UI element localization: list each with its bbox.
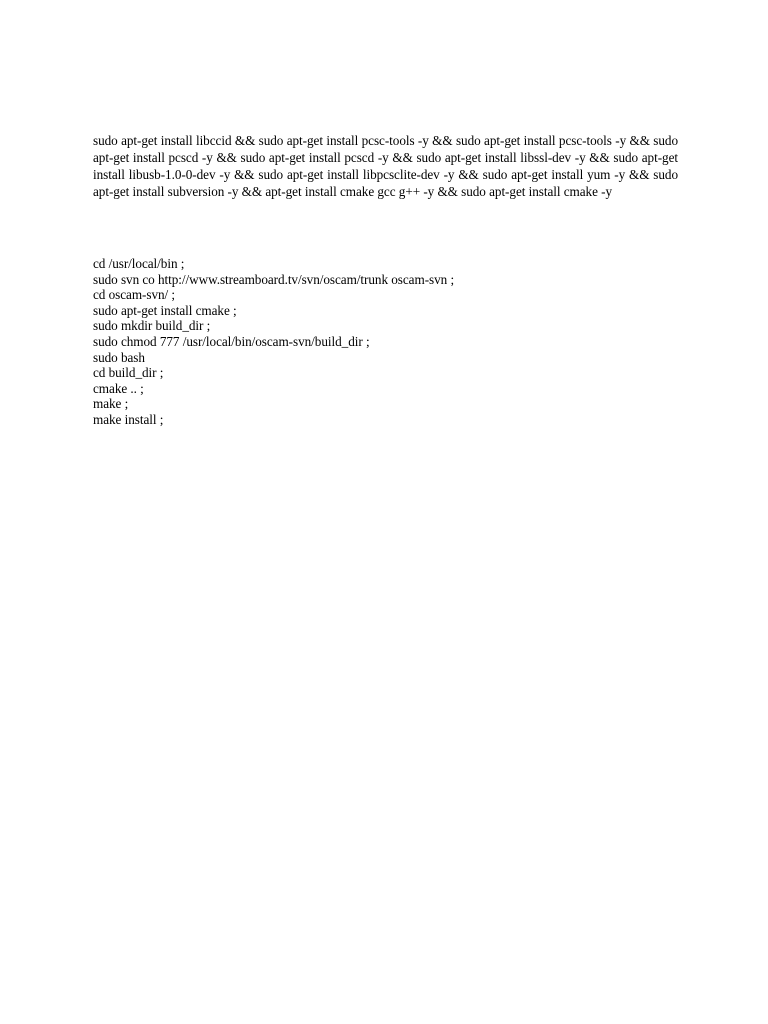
command-line: sudo svn co http://www.streamboard.tv/svn/oscam/trunk oscam-svn ; <box>93 271 455 287</box>
command-line: sudo apt-get install cmake ; <box>93 302 237 318</box>
command-line: cmake .. ; <box>93 380 144 396</box>
command-line: cd build_dir ; <box>93 365 164 381</box>
command-line: cd oscam-svn/ ; <box>93 287 176 303</box>
command-line: make install ; <box>93 411 164 427</box>
command-line: sudo bash <box>93 349 145 365</box>
command-line: sudo chmod 777 /usr/local/bin/oscam-svn/build_dir ; <box>93 333 370 349</box>
command-line: cd /usr/local/bin ; <box>93 256 185 271</box>
command-line: sudo mkdir build_dir ; <box>93 318 211 334</box>
command-line: make ; <box>93 396 129 412</box>
build-commands-block <box>93 256 678 428</box>
install-commands-paragraph: sudo apt-get install libccid && sudo apt-get install pcsc-tools -y && sudo apt-get install pcsc-tools -y && sudo apt-get install pcscd -y && sudo apt-get install pcscd -y && sudo apt-get install libssl-dev -y && sudo apt-get install libusb-1.0-0-dev -y && sudo apt-get install libpcsclite-dev -y && sudo apt-get install yum -y && sudo apt-get install subversion -y && apt-get install cmake gcc g++ -y && sudo apt-get install cmake -y <box>93 133 678 199</box>
